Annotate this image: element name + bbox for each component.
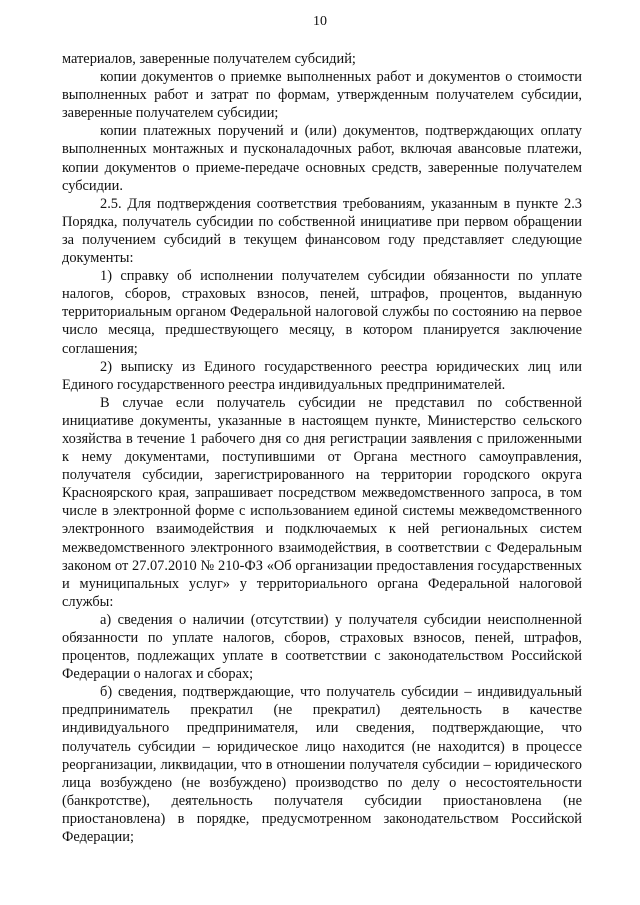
paragraph-clause-2-5: 2.5. Для подтверждения соответствия требованиям, указанным в пункте 2.3 Порядка, получатель субсидии по собственной инициативе при первом обращении за получением субсидий в текущем финансовом году представляет следующие документы: [62,195,582,267]
paragraph-interagency-request: В случае если получатель субсидии не представил по собственной инициативе документы, указанные в настоящем пункте, Министерство сельского хозяйства в течение 1 рабочего дня со дня регистрации заявления с приложенными к нему документами, поступившими от Органа местного самоуправления, получателя субсидии, зарегистрированного на территории городского округа Красноярского края, запрашивает посредством межведомственного запроса, в том числе в электронной форме с использованием единой системы межведомственного электронного взаимодействия и подключаемых к ней региональных систем межведомственного электронного взаимодействия, в соответствии с Федеральным законом от 27.07.2010 № 210-ФЗ «Об организации предоставления государственных и муниципальных услуг» у территориального органа Федеральной налоговой службы: [62,394,582,610]
page-number: 10 [313,14,327,29]
paragraph-continuation: материалов, заверенные получателем субсидий; [62,51,356,67]
document-body [62,50,582,846]
paragraph-item-1: 1) справку об исполнении получателем субсидии обязанности по уплате налогов, сборов, страховых взносов, пеней, штрафов, процентов, выданную территориальным органом Федеральной налоговой службы по состоянию на первое число месяца, предшествующего месяцу, в котором планируется заключение соглашения; [62,268,582,357]
paragraph-payment-orders: копии платежных поручений и (или) документов, подтверждающих оплату выполненных монтажных и пусконаладочных работ, включая авансовые платежи, копии документов о приеме-передаче основных средств, заверенные получателем субсидии. [62,123,582,194]
paragraph-item-a: а) сведения о наличии (отсутствии) у получателя субсидии неисполненной обязанности по уплате налогов, сборов, страховых взносов, пеней, штрафов, процентов, подлежащих уплате в соответствии с законодательством Российской Федерации о налогах и сборах; [62,611,582,683]
paragraph-acceptance-docs: копии документов о приемке выполненных работ и документов о стоимости выполненных работ и затрат по формам, утвержденным получателем субсидии, заверенные получателем субсидии; [62,69,582,122]
paragraph-item-b: б) сведения, подтверждающие, что получатель субсидии – индивидуальный предприниматель прекратил (не прекратил) деятельность в качестве индивидуального предпринимателя, или сведения, подтверждающие, что получатель субсидии – юридическое лицо находится (не находится) в процессе реорганизации, ликвидации, что в отношении получателя субсидии – юридического лица возбуждено (не возбуждено) производство по делу о несостоятельности (банкротстве), деятельность получателя субсидии приостановлена (не приостановлена) в порядке, предусмотренном законодательством Российской Федерации; [62,684,582,846]
paragraph-item-2: 2) выписку из Единого государственного реестра юридических лиц или Единого государственного реестра индивидуальных предпринимателей. [62,358,582,393]
